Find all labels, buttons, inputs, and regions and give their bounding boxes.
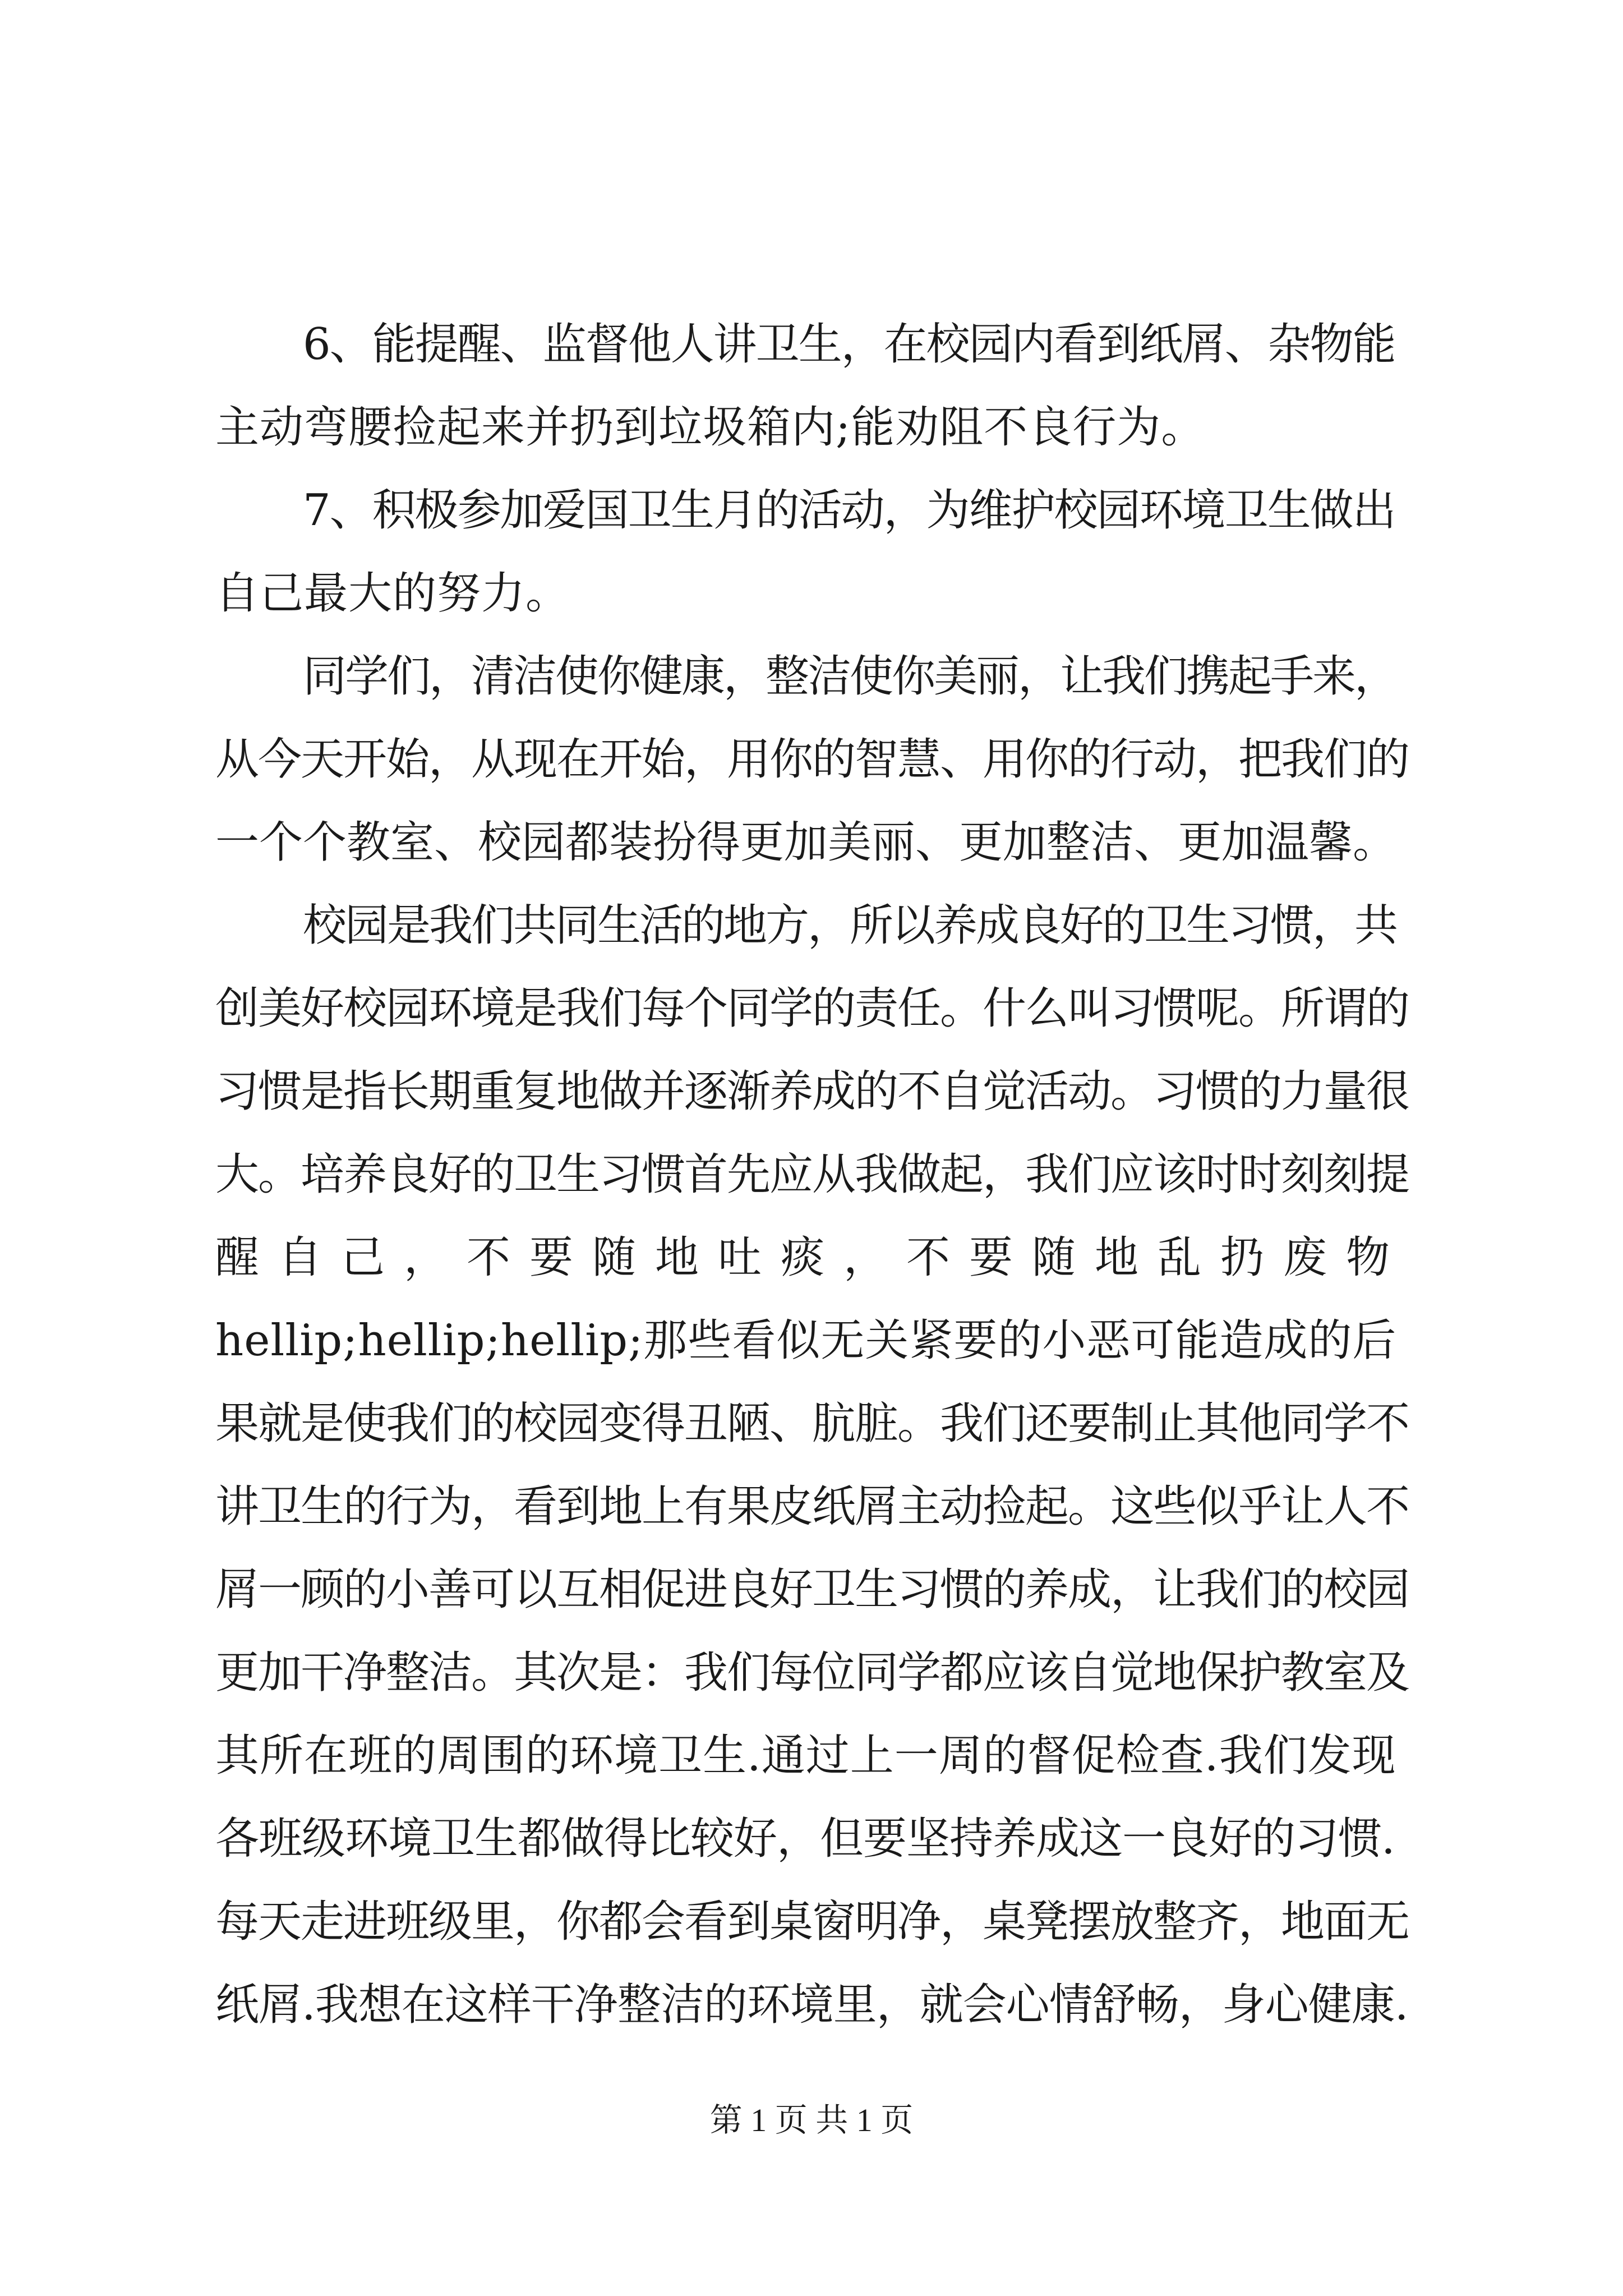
text-line: 一个个教室、校园都装扮得更加美丽、更加整洁、更加温馨。 <box>215 817 1397 868</box>
document-body <box>215 303 1409 2046</box>
text-line: 同学们，清洁使你健康，整洁使你美丽，让我们携起手来， <box>303 651 1397 702</box>
text-line: 讲卫生的行为，看到地上有果皮纸屑主动捡起。这些似乎让人不 <box>215 1481 1409 1532</box>
text-line: 纸屑.我想在这样干净整洁的环境里，就会心情舒畅，身心健康. <box>215 1980 1408 2030</box>
text-line-spread: 醒自己，不要随地吐痰，不要随地乱扔废物 <box>215 1232 1409 1283</box>
text-line: 自己最大的努力。 <box>215 568 570 619</box>
page-number-footer: 第 1 页 共 1 页 <box>709 2102 914 2138</box>
text-line: 习惯是指长期重复地做并逐渐养成的不自觉活动。习惯的力量很 <box>215 1066 1409 1117</box>
text-line: 每天走进班级里，你都会看到桌窗明净，桌凳摆放整齐，地面无 <box>215 1897 1409 1947</box>
text-line: 其所在班的周围的环境卫生.通过上一周的督促检查.我们发现 <box>215 1731 1396 1781</box>
text-line: hellip;hellip;hellip;那些看似无关紧要的小恶可能造成的后 <box>215 1315 1397 1366</box>
text-line: 更加干净整洁。其次是：我们每位同学都应该自觉地保护教室及 <box>215 1648 1409 1698</box>
text-line: 主动弯腰捡起来并扔到垃圾箱内;能劝阻不良行为。 <box>215 402 1206 453</box>
text-line: 果就是使我们的校园变得丑陋、肮脏。我们还要制止其他同学不 <box>215 1398 1409 1449</box>
text-line: 大。培养良好的卫生习惯首先应从我做起，我们应该时时刻刻提 <box>215 1149 1409 1200</box>
text-line: 校园是我们共同生活的地方，所以养成良好的卫生习惯，共 <box>303 900 1397 951</box>
text-line: 各班级环境卫生都做得比较好，但要坚持养成这一良好的习惯. <box>215 1814 1395 1864</box>
text-line: 从今天开始，从现在开始，用你的智慧、用你的行动，把我们的 <box>215 734 1409 785</box>
text-line: 创美好校园环境是我们每个同学的责任。什么叫习惯呢。所谓的 <box>215 983 1409 1034</box>
text-line: 6、能提醒、监督他人讲卫生，在校园内看到纸屑、杂物能 <box>303 319 1395 370</box>
text-line: 7、积极参加爱国卫生月的活动，为维护校园环境卫生做出 <box>303 485 1395 536</box>
text-line: 屑一顾的小善可以互相促进良好卫生习惯的养成，让我们的校园 <box>215 1565 1409 1615</box>
